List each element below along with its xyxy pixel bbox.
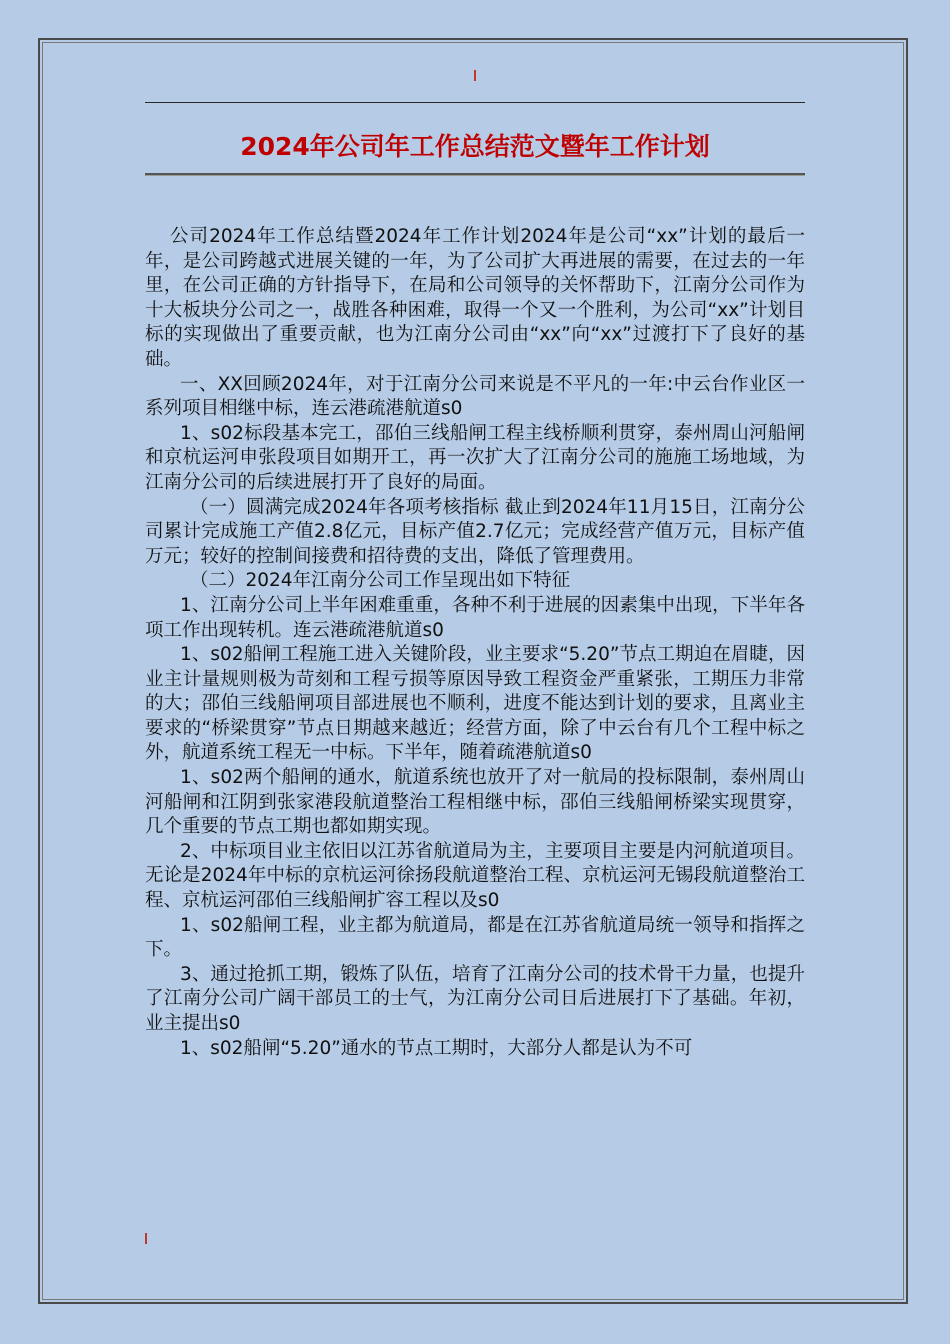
- footer-corner-mark: [145, 1233, 147, 1244]
- paragraph-feature-1: 1、江南分公司上半年困难重重，各种不利于进展的因素集中出现，下半年各项工作出现转机。连云港疏港航道s0: [145, 594, 805, 641]
- paragraph-targets: （一）圆满完成2024年各项考核指标 截止到2024年11月15日，江南分公司累计完成施工产值2.8亿元，目标产值2.7亿元；完成经营产值万元，目标产值 万元；较好的控制间接费和招待费的支出，降低了管理费用。: [145, 496, 805, 567]
- paragraph-s02-complete: 1、s02标段基本完工，邵伯三线船闸工程主线桥顺利贯穿，泰州周山河船闸和京杭运河申张段项目如期开工，再一次扩大了江南分公司的施施工场地域，为江南分公司的后续进展打开了良好的局面。: [145, 422, 805, 493]
- paragraph-s02-critical: 1、s02船闸工程施工进入关键阶段，业主要求“5.20”节点工期迫在眉睫，因业主计量规则极为苛刻和工程亏损等原因导致工程资金严重紧张，工期压力非常的大；邵伯三线船闸项目部进展也不顺利，进度不能达到计划的要求，且离业主要求的“桥梁贯穿”节点日期越来越近；经营方面，除了中云台有几个工程中标之外，航道系统工程无一中标。下半年，随着疏港航道s0: [145, 644, 805, 764]
- document-body: [145, 225, 805, 1061]
- paragraph-s02-node: 1、s02船闸“5.20”通水的节点工期时，大部分人都是认为不可: [180, 1037, 693, 1059]
- paragraph-feature-2: 2、中标项目业主依旧以江苏省航道局为主，主要项目主要是内河航道项目。无论是2024年中标的京杭运河徐扬段航道整治工程、京杭运河无锡段航道整治工程、京杭运河邵伯三线船闸扩容工程以及s0: [145, 840, 805, 912]
- header-corner-mark: [474, 70, 476, 81]
- paragraph-s02-owner: 1、s02船闸工程，业主都为航道局，都是在江苏省航道局统一领导和指挥之下。: [145, 914, 805, 961]
- paragraph-features-heading: （二）2024年江南分公司工作呈现出如下特征: [190, 570, 571, 592]
- header-rule: [145, 102, 805, 103]
- paragraph-intro: 公司2024年工作总结暨2024年工作计划2024年是公司“xx”计划的最后一年，是公司跨越式进展关键的一年，为了公司扩大再进展的需要，在过去的一年里，在公司正确的方针指导下，在局和公司领导的关怀帮助下，江南分公司作为十大板块分公司之一，战胜各种困难，取得一个又一个胜利，为公司“xx”计划目标的实现做出了重要贡献，也为江南分公司由“xx”向“xx”过渡打下了良好的基础。: [145, 226, 805, 370]
- paragraph-feature-3: 3、通过抢抓工期，锻炼了队伍，培育了江南分公司的技术骨干力量，也提升了江南分公司广阔干部员工的士气，为江南分公司日后进展打下了基础。年初，业主提出s0: [145, 963, 805, 1034]
- document-title: 2024年公司年工作总结范文暨年工作计划: [240, 132, 710, 161]
- paragraph-s02-water: 1、s02两个船闸的通水，航道系统也放开了对一航局的投标限制，泰州周山河船闸和江阴到张家港段航道整治工程相继中标，邵伯三线船闸桥梁实现贯穿，几个重要的节点工期也都如期实现。: [145, 767, 805, 838]
- title-underline: [145, 173, 805, 175]
- paragraph-review: 一、XX回顾2024年，对于江南分公司来说是不平凡的一年:中云台作业区一系列项目相继中标，连云港疏港航道s0: [145, 373, 805, 420]
